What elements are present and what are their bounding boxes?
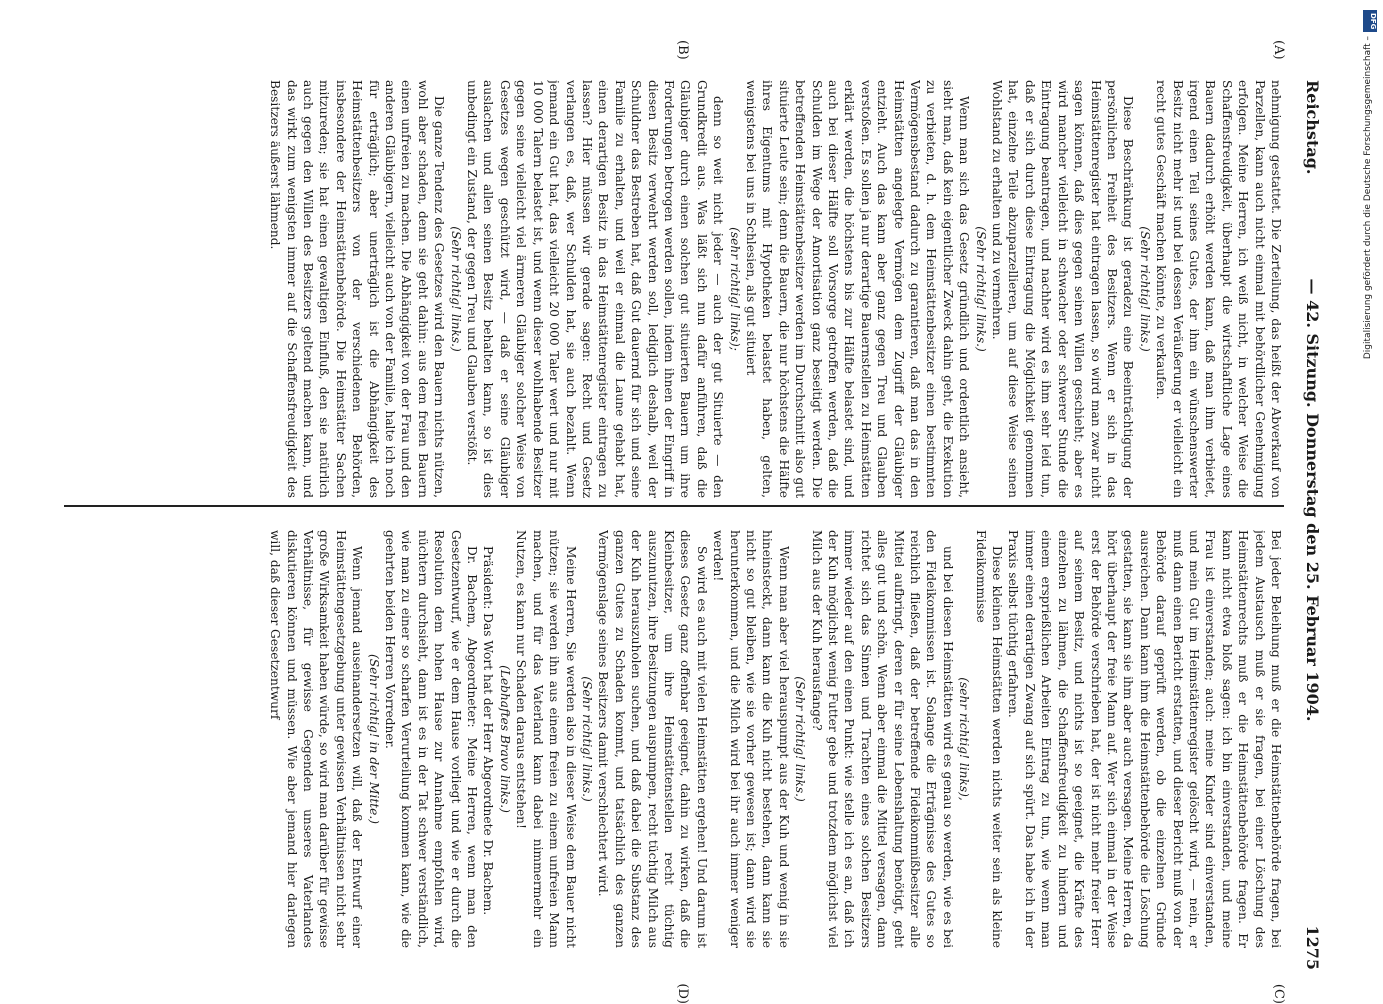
interjection: (Lebhaftes Bravo links.) bbox=[497, 665, 512, 813]
interjection: (Sehr richtig! links.) bbox=[448, 226, 463, 352]
digitization-watermark bbox=[1363, 10, 1377, 980]
column-divider bbox=[64, 505, 1284, 507]
document-page bbox=[50, 40, 1330, 1004]
interjection: (sehr richtig! links); bbox=[727, 227, 742, 351]
paragraph: und bei diesen Heimstätten wird es genau so werden, wie es bei den Fideikommissen ist. Solange die Erträgnisse des Gutes so reichlich fließen, daß der betreffende Fideikommißbesitzer alle Mittel aufbringt, deren er für seine Lebenshaltung benötigt, geht alles gut und schön. Wenn aber einmal die Mittel versagen, dann richtet sich das Sinnen und Trachten eines solchen Besitzers immer wieder auf den einen Punkt: wie stelle ich es an, daß ich der Kuh möglichst wenig Futter gebe und trotzdem möglichst viel Milch aus der Kuh herausfange? bbox=[809, 530, 955, 948]
paragraph: Wenn man aber viel herauspumpt aus der Kuh und wenig in sie hineinsteckt, dann kann die Kuh nicht bestehen, dann kann sie nicht so gut bleiben, wie sie vorher gewesen ist; dann wird sie herunterkommen, und die Milch wird bei ihr auch immer weniger werden! bbox=[711, 530, 791, 948]
interjection: (Sehr richtig! links.) bbox=[793, 676, 808, 802]
interjection: (sehr richtig! links), bbox=[957, 677, 972, 801]
paragraph: Wenn man sich das Gesetz gründlich und ordentlich ansieht, sieht man, daß kein eigentlicher Zweck dahin geht, die Exekution zu verbieten, d. h. dem Heimstättenbesitzer einen bestimmten Vermögensbestand dadurch zu garantieren, daß man das in den Heimstätten angelegte Vermögen dem Zugriff der Gläubiger entzieht. Auch das kann aber ganz gegen Treu und Glauben verstoßen. Es sollen ja nur derartige Bauernstellen zu Heimstätten erklärt werden, die höchstens bis zur Hälfte belastet sind, und auch bei dieser Hälfte soll Vorsorge getroffen werden, daß die Schulden im Wege der Amortisation ganz beseitigt werden. Die betreffenden Heimstättenbesitzer werden im Durchschnitt also gut situierte Leute sein; denn die Bauern, die nur höchstens die Hälfte ihres Eigentums mit Hypotheken belastet haben, gelten, wenigstens bei uns in Schlesien, als gut situiert bbox=[744, 80, 972, 498]
paragraph: nehmigung gestattet. Die Zerteilung, das heißt der Abverkauf von Parzellen, kann auch nicht einmal mit behördlicher Genehmigung erfolgen. Meine Herren, ich weiß nicht, in welcher Weise die Schaffensfreudigkeit, überhaupt die wirtschaftliche Lage eines Bauern dadurch erhöht werden kann, daß man ihm verbietet, irgend einen Teil seines Gutes, der ihm ein wünschenswerter Besitz nicht mehr ist und bei dessen Veräußerung er vielleicht ein recht gutes Geschäft machen könnte, zu verkaufen. bbox=[1154, 80, 1283, 498]
margin-mark-a: (A) bbox=[1271, 40, 1286, 60]
interjection: (Sehr richtig! links.) bbox=[973, 226, 988, 352]
header-title: — 42. Sitzung. Donnerstag den 25. Februar 1904. bbox=[1303, 278, 1322, 722]
paragraph: Dr. Bachem, Abgeordneter: Meine Herren, wenn man den Gesetzentwurf, wie er dem Hause vorliegt und wie er durch die Resolution dem hohen Hause zur Annahme empfohlen wird, nüchtern durchsieht, dann ist es in der Tat schwer verständlich, wie man zu einer so scharfen Verurteilung kommen kann, wie die geehrten beiden Herren Vorredner. bbox=[383, 530, 480, 948]
text-column-left bbox=[64, 80, 1284, 498]
paragraph: Die ganze Tendenz des Gesetzes wird den Bauern nichts nützen, wohl aber schaden, denn sie geht dahin: aus dem freien Bauern einen unfreien zu machen. Die Abhängigkeit von der Frau und den anderen Gläubigern, vielleicht auch von der Familie, halte ich noch für erträglich; aber unerträglich ist die Abhängigkeit des Heimstättenbesitzers von der verschiedenen Behörden, insbesondere der Heimstättenbehörde. Die Heimstätter Sachen mitzureden; sie hat einen gewaltigen Einfluß, den sie natürlich auch gegen den Willen des Besitzers geltend machen kann, und das wirkt zum wenigsten immer auf die Schaffensfreudigkeit des Besitzers äußerst lähmend. bbox=[268, 80, 447, 498]
paragraph: Diese kleinen Heimstätten werden nichts weiter sein als kleine Fideikommisse bbox=[973, 530, 1005, 948]
paragraph: Bei jeder Beleihung muß er die Heimstättenbehörde fragen, bei jedem Austausch muß er sie fragen, bei einer Löschung des Heimstättenrechts muß er die Heimstättenbehörde fragen. Er kann nicht etwa bloß sagen: ich bin einverstanden, und meine Frau ist einverstanden; auch: meine Kinder sind einverstanden, und mein Gut im Heimstättenregister gelöscht wird, — nein, er muß dann einen Bericht erstatten, und dieser Bericht muß von der Behörde darauf geprüft werden, ob die einzelnen Gründe ausreichen. Dann kann ihm die Heimstättenbehörde die Löschung gestatten, sie kann sie ihm aber auch versagen. Meine Herren, da hört überhaupt der freie Mann auf. Wer sich einmal in der Weise erst der Behörde verschrieben hat, der ist nicht mehr freier Herr auf seinem Besitz, und nichts ist so geeignet, die Kräfte des einzelnen zu lähmen, die Schaffensfreudigkeit zu hindern und einem ersprießlichen Arbeiten Eintrag zu tun, wie wenn man immer einen derartigen Zwang auf sich spürt. Das habe ich in der Praxis selbst tüchtig erfahren. bbox=[1006, 530, 1283, 948]
paragraph: So wird es auch mit vielen Heimstätten ergehen! Und darum ist dieses Gesetz ganz offenbar geeignet, dahin zu wirken, daß die Kleinbesitzer, um ihre Heimstättenstellen recht tüchtig auszunutzen, ihre Besitzungen auspumpen, recht tüchtig Milch aus der Kuh herauszuholen suchen, und daß dabei die Substanz des ganzen Gutes zu Schaden kommt, und tatsächlich des ganzen Vermögenslage seines Besitzers damit verschlechtert wird. bbox=[596, 530, 709, 948]
margin-mark-c: (C) bbox=[1271, 983, 1286, 1004]
running-header bbox=[1294, 40, 1330, 970]
margin-mark-b: (B) bbox=[675, 40, 690, 60]
paragraph: denn so weit nicht jeder — auch der gut Situierte — den Grundkredit aus. Was läßt sich nun dafür anführen, daß die Gläubiger durch einen solchen gut situierten Bauern um ihre Forderungen betrogen werden sollen, indem ihnen der Eingriff in diesen Besitz verwehrt werden soll, lediglich deshalb, weil der Schuldner das Bestreben hat, daß Gut dauernd für sich und seine Familie zu erhalten, und weil er einmal die Laune gehabt hat, einen derartigen Besitz in das Heimstättenregister eintragen zu lassen? Hier müssen wir gerade sagen: Recht und Gesetz verlangen es, daß, wer Schulden hat, sie auch bezahlt. Wenn jemand ein Gut hat, das vielleicht 20 000 Taler wert und nur mit 10 000 Talern belastet ist, und wenn dieser wohlhabende Besitzer gegen seine vielleicht viel ärmeren Gläubiger solcher Weise von Gesetzes wegen geschützt wird, — daß er seine Gläubiger auslachen und allen seinen Besitz behalten kann, so ist dies unbedingt ein Zustand, der gegen Treu und Glauben verstößt. bbox=[465, 80, 726, 498]
margin-mark-d: (D) bbox=[675, 983, 690, 1004]
text-column-right bbox=[64, 530, 1284, 948]
watermark-text: Digitalisierung gefördert durch die Deutsche Forschungsgemeinschaft – bbox=[1363, 36, 1373, 360]
interjection: (Sehr richtig! links.) bbox=[1137, 226, 1152, 352]
interjection: (Sehr richtig! links.) bbox=[579, 676, 594, 802]
header-left: Reichstag. bbox=[1303, 80, 1322, 175]
paragraph: Wenn jemand auseinandersetzen will, daß der Entwurf einer Heimstättengesetzgebung unter gewissen Verhältnissen nicht sehr große Wirksamkeit haben würde, so wird man darüber für gewisse Verhältnisse, für gewisse Gegenden unseres Vaterlandes diskutieren können und müssen. Wie aber jemand hier darlegen will, daß dieser Gesetzentwurf bbox=[268, 530, 365, 948]
paragraph: Meine Herren, Sie werden also in dieser Weise dem Bauer nicht nützen; sie werden ihn aus einem freien zu einem unfreien Mann machen, und für das Vaterland kann dabei nimmermehr ein Nutzen, es kann nur Schaden daraus entstehen! bbox=[514, 530, 578, 948]
paragraph: Präsident: Das Wort hat der Herr Abgeordnete Dr. Bachem. bbox=[481, 546, 496, 916]
page-number: 1275 bbox=[1303, 925, 1322, 970]
interjection: (Sehr richtig! in der Mitte.) bbox=[366, 654, 381, 824]
paragraph: Diese Beschränkung ist geradezu eine Beeinträchtigung der persönlichen Freiheit des Besitzers. Wenn er sich in das Heimstättenregister hat eintragen lassen, so wird man zwar nicht sagen können, daß dies gegen seinen Willen geschieht; aber es wird mancher vielleicht in schwacher oder schwerer Stunde die Eintragung beantragen, und nachher wird es ihm sehr leid tun, daß er sich durch diese Eintragung die Möglichkeit genommen hat, einzelne Teile abzuparzellieren, um auf diese Weise seinen Wohlstand zu erhalten und zu vermehren. bbox=[990, 80, 1136, 498]
dfg-logo: DFG bbox=[1363, 10, 1377, 32]
